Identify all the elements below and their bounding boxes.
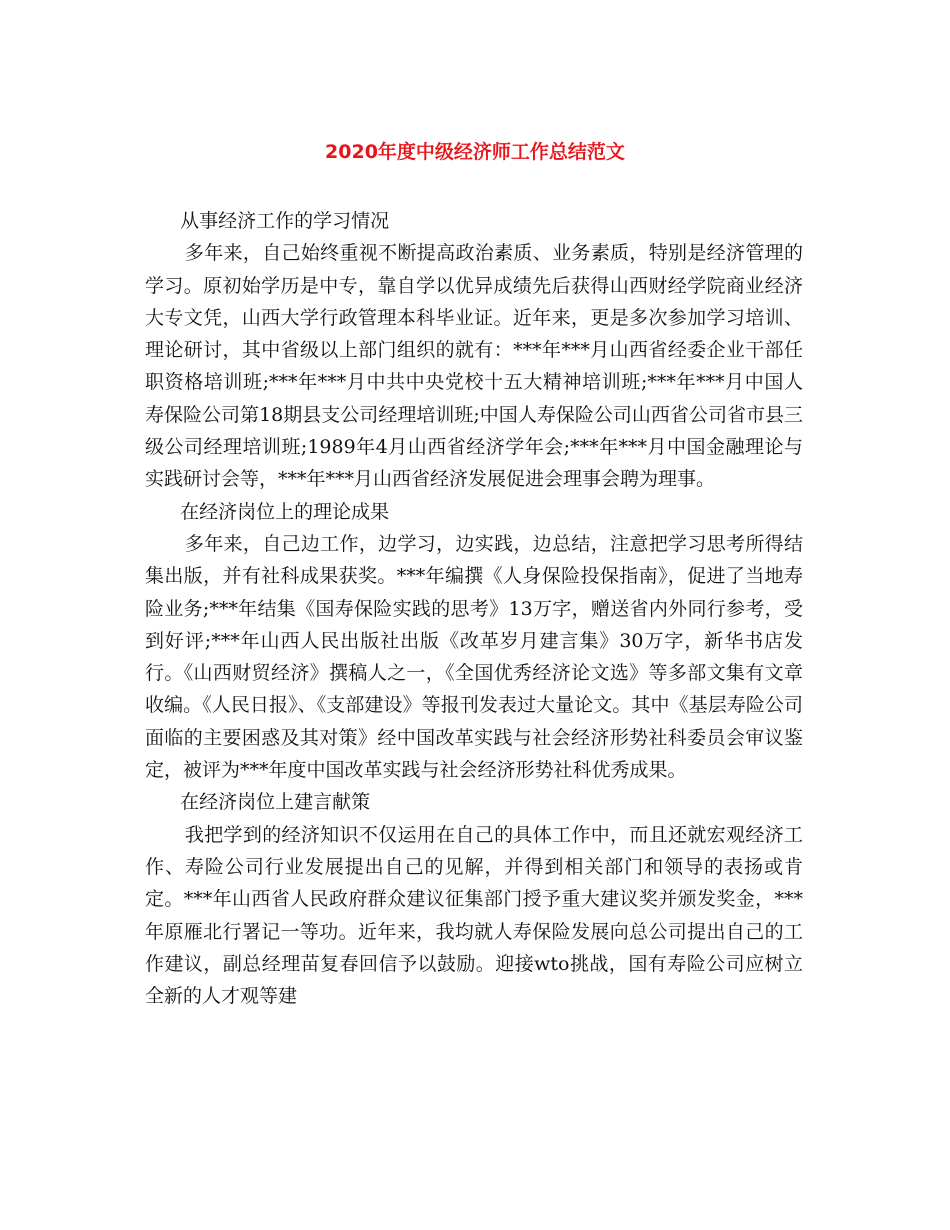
paragraph-advice: 我把学到的经济知识不仅运用在自己的具体工作中，而且还就宏观经济工作、寿险公司行业发展提出自己的见解，并得到相关部门和领导的表扬或肯定。***年山西省人民政府群众建议征集部门授予重大建议奖并颁发奖金，***年原雁北行署记一等功。近年来，我均就人寿保险发展向总公司提出自己的工作建议，副总经理苗复春回信予以鼓励。迎接wto挑战，国有寿险公司应树立全新的人才观等建: [145, 823, 803, 1008]
document-title: 2020年度中级经济师工作总结范文: [325, 141, 625, 163]
paragraph-theory: 多年来，自己边工作，边学习，边实践，边总结，注意把学习思考所得结集出版，并有社科成果获奖。***年编撰《人身保险投保指南》，促进了当地寿险业务;***年结集《国寿保险实践的思考》13万字，赠送省内外同行参考，受到好评;***年山西人民出版社出版《改革岁月建言集》30万字，新华书店发行。《山西财贸经济》撰稿人之一，《全国优秀经济论文选》等多部文集有文章收编。《人民日报》、《支部建设》等报刊发表过大量论文。其中《基层寿险公司面临的主要困惑及其对策》经中国改革实践与社会经济形势社科委员会审议鉴定，被评为***年度中国改革实践与社会经济形势社科优秀成果。: [145, 532, 803, 782]
section-heading-advice: 在经济岗位上建言献策: [180, 791, 371, 814]
paragraph-study: 多年来，自己始终重视不断提高政治素质、业务素质，特别是经济管理的学习。原初始学历是中专，靠自学以优异成绩先后获得山西财经学院商业经济大专文凭，山西大学行政管理本科毕业证。近年来，更是多次参加学习培训、理论研讨，其中省级以上部门组织的就有：***年***月山西省经委企业干部任职资格培训班;***年***月中共中央党校十五大精神培训班;***年***月中国人寿保险公司第18期县支公司经理培训班;中国人寿保险公司山西省公司省市县三级公司经理培训班;1989年4月山西省经济学年会;***年***月中国金融理论与实践研讨会等，***年***月山西省经济发展促进会理事会聘为理事。: [145, 242, 803, 491]
section-heading-theory: 在经济岗位上的理论成果: [180, 500, 390, 523]
section-heading-study: 从事经济工作的学习情况: [180, 210, 390, 232]
document-body: [145, 205, 803, 1012]
